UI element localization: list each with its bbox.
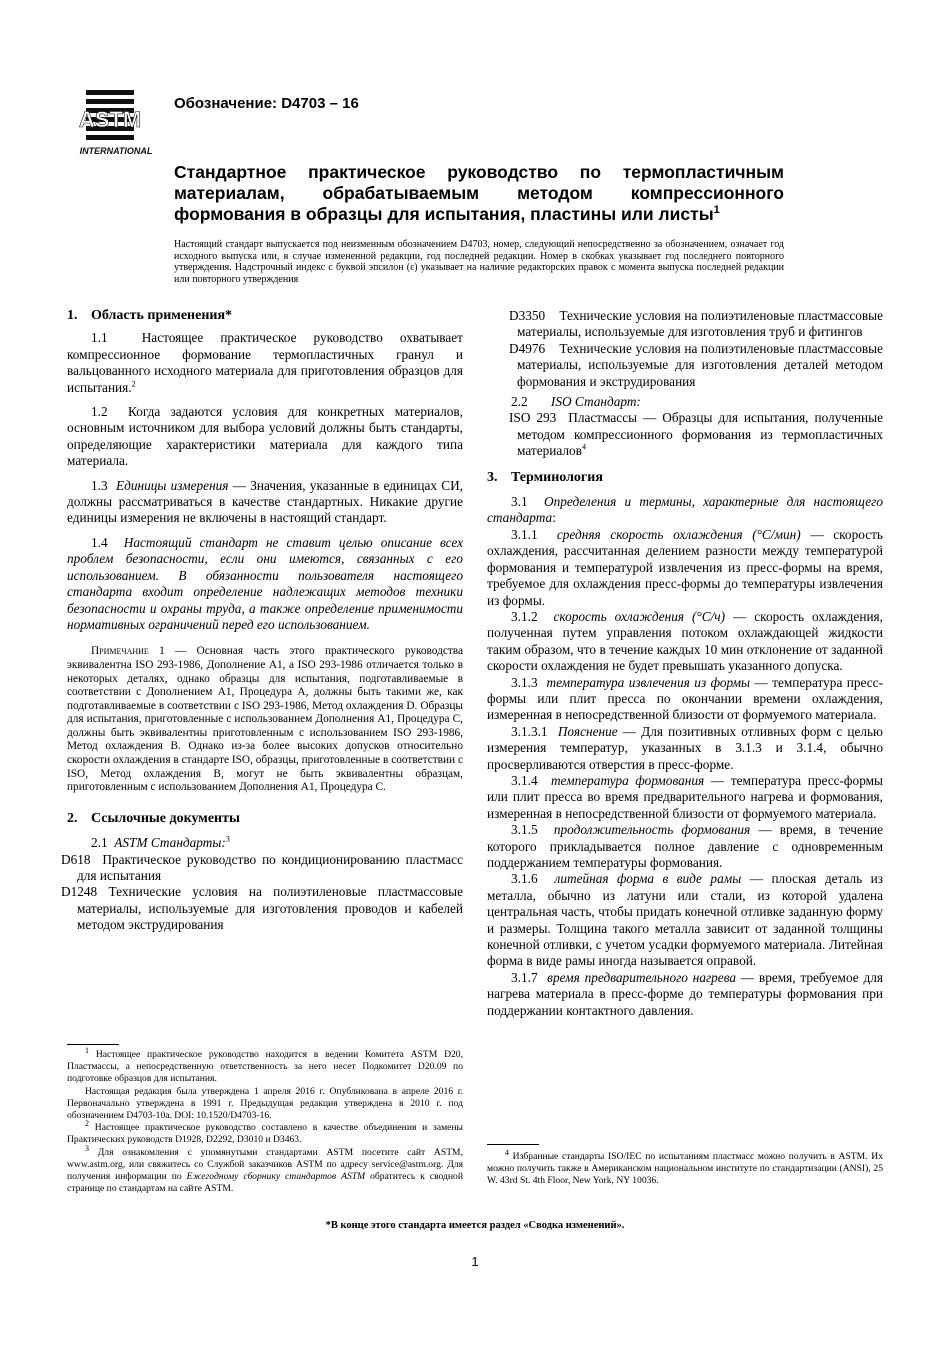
section-1-heading: 1. Область применения* [67, 308, 233, 323]
ref-d4976: D4976 Технические условия на полиэтиленовые пластмассовые материалы, используемые для изготовления деталей методом формования и экструдирования [509, 340, 884, 389]
title-footnote-mark: 1 [713, 204, 720, 217]
issuance-notice: Настоящий стандарт выпускается под неизменным обозначением D4703, номер, следующий непосредственно за обозначением, означает год исходного выпуска или, в случае измененной редакции, год последней редакции. Номер в скобках указывает год последнего повторного утверждения. Надстрочный индекс с буквой эпсилон (ε) указывает на наличие редакторских правок с момента выпуска последней редакции или повторного утверждения [174, 239, 784, 285]
document-title: Стандартное практическое руководство по термопластичным материалам, обрабатываемым методом компрессионного формования в образцы для испытания, пластины или листы$^1$ [174, 162, 784, 224]
ref-d618: D618 Практическое руководство по кондиционированию пластмасс для испытания [61, 851, 463, 884]
para-2-2: 2.2 ISO Стандарт: [511, 394, 641, 410]
para-1-2: 1.2 Когда задаются условия для конкретных материалов, основным источником для выбора условий должны быть стандарты, определяющие характеристики материала для каждого типа материала. [67, 404, 463, 469]
para-3-1-2: 3.1.2 скорость охлаждения (°C/ч) — скорость охлаждения, полученная путем управления потоком охлаждающей жидкости таким образом, что в течение каждых 10 мин отклонение от заданной скорости охлаждения не будет превышать указанного допуска. [487, 608, 883, 674]
footnote-rule [487, 1144, 539, 1145]
section-3-heading: 3. Терминология [487, 469, 603, 485]
para-2-1: 2.1 ASTM Стандарты:$^3$ [91, 834, 230, 851]
para-3-1-7: 3.1.7 время предварительного нагрева — время, требуемое для нагрева материала в пресс-форме до температуры формования при поддержании контактного давления. [487, 969, 883, 1018]
para-1-3: 1.3 Единицы измерения — Значения, указанные в единицах СИ, должны рассматриваться в качестве стандартных. Никакие другие единицы измерения не включены в настоящий стандарт. [67, 477, 464, 526]
footnotes-left [67, 1044, 463, 1195]
para-3-1-6: 3.1.6 литейная форма в виде рамы — плоская деталь из металла, обычно из латуни или стали, из которой удалена центральная часть, чтобы придать конечной отливке заданную форму и размеры. Толщина такого металла зависит от заданной толщины конечной отливки, с учетом усадки формуемого материала. Литейная форма в виде рамы иногда называется оправой. [487, 871, 884, 969]
astm-logo [76, 86, 158, 158]
para-3-1-3-1: 3.1.3.1 Пояснение — Для позитивных отливных форм с целью измерения температур, указанных в 3.1.3 и 3.1.4, обычно просверливаются отверстия в пресс-форме. [487, 723, 883, 772]
footnote-4: $^4$ Избранные стандарты ISO/IEC по испытаниям пластмасс можно получить в ASTM. Их можно получить также в Американском национальном институте по стандартизации (ANSI), 25 W. 43rd St. 4th Floor, New York, NY 10036. [487, 1147, 883, 1187]
svg-text:INTERNATIONAL: INTERNATIONAL [79, 146, 153, 156]
para-1-4: 1.4 Настоящий стандарт не ставит целью описание всех проблем безопасности, если они имеются, связанных с его использованием. В обязанности пользователя настоящего стандарта входит определение надлежащих методов техники безопасности и охраны труда, а также определение применимости нормативных ограничений перед его использованием. [67, 534, 463, 632]
para-3-1-1: 3.1.1 средняя скорость охлаждения (°C/мин) — скорость охлаждения, рассчитанная делением разности между температурой формования и температурой извлечения из пресс-формы на время, требуемое для охлаждения пресс-формы до температуры извлечения из формы. [487, 526, 883, 608]
page-number: 1 [471, 1254, 479, 1269]
note-1: Примечание 1 — Основная часть этого практического руководства эквивалентна ISO 293-1986, Дополнение A1, а ISO 293-1986 отличается только в некоторых деталях, однако образцы для испытания, подготавливаемые в соответствии с Дополнением A1, Процедура A, должны быть такими же, как подготавливаемые в соответствии с ISO 293-1986, Метод охлаждения D. Образцы для испытания, приготовленные с использованием Дополнения A1, Процедура C, должны быть эквивалентны приготовленным с использованием ISO 293-1986, Метод охлаждения B. Однако из-за более высоких допусков относительно скорости охлаждения в стандарте ISO, образцы, приготовленные в соответствии с ISO, Метод охлаждения B, могут не быть эквивалентны образцам, приготовленным с использованием Дополнения A1, Процедура C. [67, 645, 464, 794]
ref-d1248: D1248 Технические условия на полиэтиленовые пластмассовые материалы, используемые для изготовления проводов и кабелей методом экструдирования [61, 884, 464, 933]
designation: Обозначение: D4703 – 16 [174, 95, 359, 112]
para-1-1: 1.1 Настоящее практическое руководство охватывает компрессионное формование термопластичных гранул и вальцованного исходного материала для приготовления образцов для испытания.$^2$ [67, 330, 463, 395]
ref-d3350: D3350 Технические условия на полиэтиленовые пластмассовые материалы, используемые для изготовления труб и фитингов [509, 308, 884, 340]
footnote-1b: Настоящая редакция была утверждена 1 апреля 2016 г. Опубликована в апреле 2016 г. Первоначально утверждена в 1991 г. Предыдущая редакция утверждена в 2010 г. под обозначением D4703-10a. DOI: 10.1520/D4703-16. [67, 1085, 463, 1122]
summary-of-changes-note: *В конце этого стандарта имеется раздел «Сводка изменений». [325, 1220, 625, 1231]
footnotes-right [487, 1144, 883, 1188]
svg-text:ASTM: ASTM [78, 107, 142, 132]
para-3-1-4: 3.1.4 температура формования — температура пресс-формы или плит пресса во время предварительного нагрева и формования, измеренная в непосредственной близости от формуемого материала. [487, 772, 883, 821]
footnote-2: $^2$ Настоящее практическое руководство составлено в качестве объединения и замены Практических руководств D1928, D2292, D3010 и D3463. [67, 1119, 463, 1146]
section-2-heading: 2. Ссылочные документы [67, 810, 240, 826]
para-3-1-3: 3.1.3 температура извлечения из формы — температура пресс-формы или плит пресса по окончании времени охлаждения, измеренная в непосредственной близости от формуемого материала. [487, 674, 884, 723]
astm-logo-icon [76, 86, 158, 158]
left-column [61, 308, 464, 934]
footnote-3: $^3$ Для ознакомления с упомянутыми стандартами ASTM посетите сайт ASTM, www.astm.org, или свяжитесь со Службой заказчиков ASTM по адресу service@astm.org. Для получения информации по Ежегодному сборнику стандартов ASTM обратитесь к сводной странице по стандартам на сайте ASTM. [67, 1143, 463, 1195]
footnote-rule [67, 1044, 119, 1045]
ref-iso-293: ISO 293 Пластмассы — Образцы для испытания, полученные методом компрессионного формования из термопластичных материалов$^4$ [509, 410, 883, 459]
right-column [487, 308, 883, 1019]
para-3-1: 3.1 Определения и термины, характерные для настоящего стандарта: [487, 494, 883, 526]
para-3-1-5: 3.1.5 продолжительность формования — время, в течение которого прикладывается полное давление с одновременным поддержанием температуры формования. [487, 822, 884, 870]
footnote-1: $^1$ Настоящее практическое руководство находится в ведении Комитета ASTM D20, Пластмассы, а непосредственную ответственность за него несет Подкомитет D20.09 по подготовке образцов для испытания. [67, 1045, 463, 1085]
